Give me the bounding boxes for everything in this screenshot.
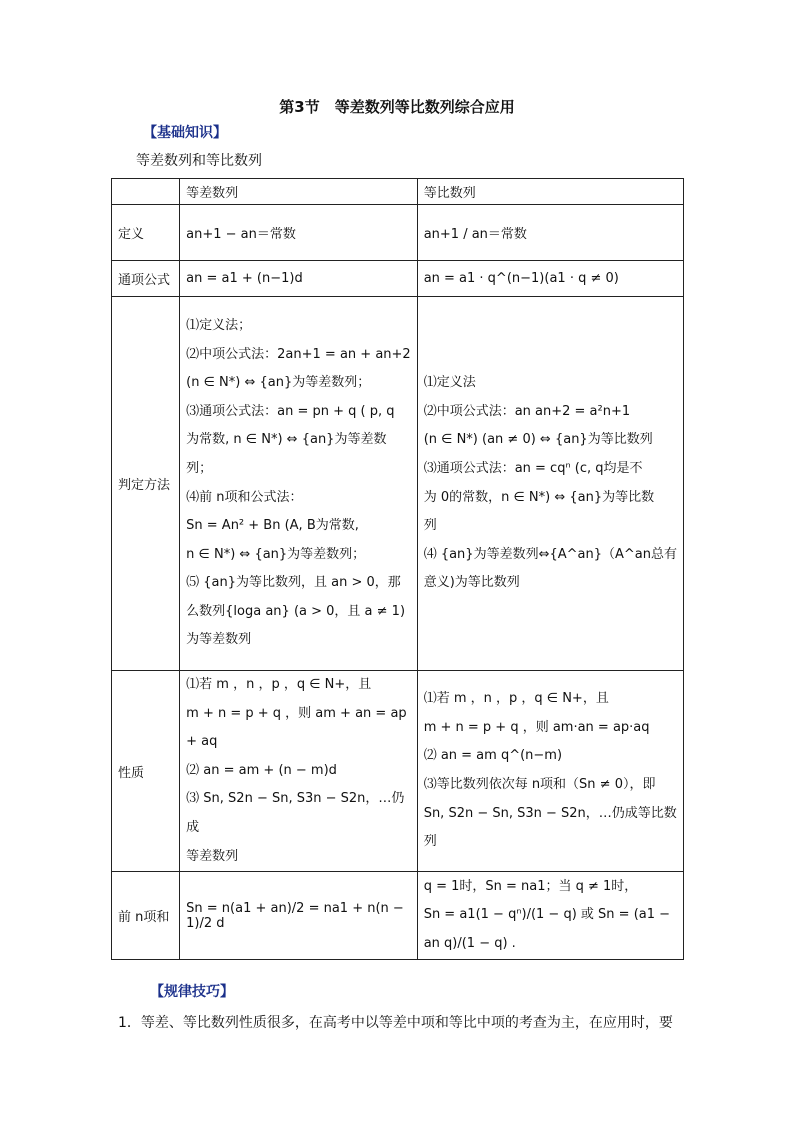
row-label: 定义: [112, 205, 180, 261]
text-line: ⑶等比数列依次每 n项和（Sn ≠ 0），即: [423, 777, 656, 793]
cell-arith-general-term: an = a1 + (n−1)d: [180, 261, 418, 297]
text-line: ⑵中项公式法：2an+1 = an + an+2: [186, 346, 411, 362]
text-line: ⑶通项公式法：an = pn + q ( p, q: [186, 403, 395, 419]
header-cell-arithmetic: 等差数列: [180, 179, 418, 205]
text-line: ⑵ an = am + (n − m)d: [186, 762, 337, 778]
cell-geo-properties: [417, 671, 683, 872]
cell-geo-criteria: [417, 297, 683, 671]
text-line: ⑷ {an}为等差数列⇔{A^an}（A^an总有: [423, 546, 677, 562]
cell-arith-definition: an+1 − an＝常数: [180, 205, 418, 261]
cell-geo-general-term: an = a1 · q^(n−1)(a1 · q ≠ 0): [417, 261, 683, 297]
text-line: (n ∈ N*) (an ≠ 0) ⇔ {an}为等比数列: [423, 432, 653, 448]
header-cell-empty: [112, 179, 180, 205]
row-label: 通项公式: [112, 261, 180, 297]
text-line: Sn, S2n − Sn, S3n − S2n，…仍成等比数: [423, 805, 677, 821]
cell-arith-properties: [180, 671, 418, 872]
cell-arith-criteria: [180, 297, 418, 671]
table-row: [112, 872, 684, 960]
header-cell-geometric: 等比数列: [417, 179, 683, 205]
text-line: 为 0的常数，n ∈ N*) ⇔ {an}为等比数: [423, 489, 655, 505]
text-line: 为常数, n ∈ N*) ⇔ {an}为等差数: [186, 432, 387, 448]
text-line: m + n = p + q ，则 am·an = ap·aq: [423, 719, 650, 735]
text-line: ⑴定义法；: [186, 317, 252, 333]
cell-arith-sum: Sn = n(a1 + an)/2 = na1 + n(n − 1)/2 d: [180, 872, 418, 960]
text-line: ⑷前 n项和公式法：: [186, 489, 303, 505]
page-title: 第3节 等差数列等比数列综合应用: [279, 98, 515, 116]
table-header-row: [112, 179, 684, 205]
text-line: (n ∈ N*) ⇔ {an}为等差数列；: [186, 375, 371, 391]
text-line: ⑴若 m ，n ，p ，q ∈ N+，且: [423, 691, 609, 707]
table-row: [112, 205, 684, 261]
text-line: ⑴若 m ，n ，p ，q ∈ N+，且: [186, 677, 372, 692]
row-label: 前 n项和: [112, 872, 180, 960]
text-line: n ∈ N*) ⇔ {an}为等差数列；: [186, 546, 366, 562]
table-row: [112, 297, 684, 671]
text-line: ⑵ an = am q^(n−m): [423, 748, 563, 764]
text-line: 意义)为等比数列: [423, 575, 520, 591]
section-heading-tips: 【规律技巧】: [150, 984, 234, 1000]
text-line: Sn = An² + Bn (A, B为常数,: [186, 518, 359, 534]
text-line: Sn = a1(1 − qⁿ)/(1 − q) 或 Sn = (a1 − an q)/(1 − q) .: [423, 907, 671, 951]
text-line: 列；: [186, 460, 213, 476]
text-line: ⑴定义法: [423, 375, 476, 391]
text-line: 等差数列: [186, 848, 239, 864]
text-line: 列: [423, 834, 437, 850]
row-label: 性质: [112, 671, 180, 872]
text-line: ⑸ {an}为等比数列，且 an > 0，那: [186, 575, 401, 591]
text-line: ⑵中项公式法：an an+2 = a²n+1: [423, 403, 631, 419]
text-line: m + n = p + q ，则 am + an = ap + aq: [186, 705, 407, 750]
table-caption: 等差数列和等比数列: [136, 153, 262, 169]
paragraph: 1．等差、等比数列性质很多，在高考中以等差中项和等比中项的考查为主，在应用时，要: [118, 1015, 673, 1031]
text-line: ⑶ Sn, S2n − Sn, S3n − S2n，…仍成: [186, 791, 405, 835]
text-line: 列: [423, 518, 437, 534]
section-heading-basics: 【基础知识】: [143, 125, 227, 141]
table-row: [112, 261, 684, 297]
comparison-table: [111, 178, 684, 960]
row-label: 判定方法: [112, 297, 180, 671]
text-line: q = 1时，Sn = na1；当 q ≠ 1时，: [423, 878, 638, 894]
cell-geo-sum: [417, 872, 683, 960]
cell-geo-definition: an+1 / an＝常数: [417, 205, 683, 261]
text-line: 为等差数列: [186, 632, 252, 648]
text-line: ⑶通项公式法：an = cqⁿ (c, q均是不: [423, 460, 643, 476]
text-line: 么数列{loga an} (a > 0，且 a ≠ 1): [186, 603, 406, 619]
table-row: [112, 671, 684, 872]
